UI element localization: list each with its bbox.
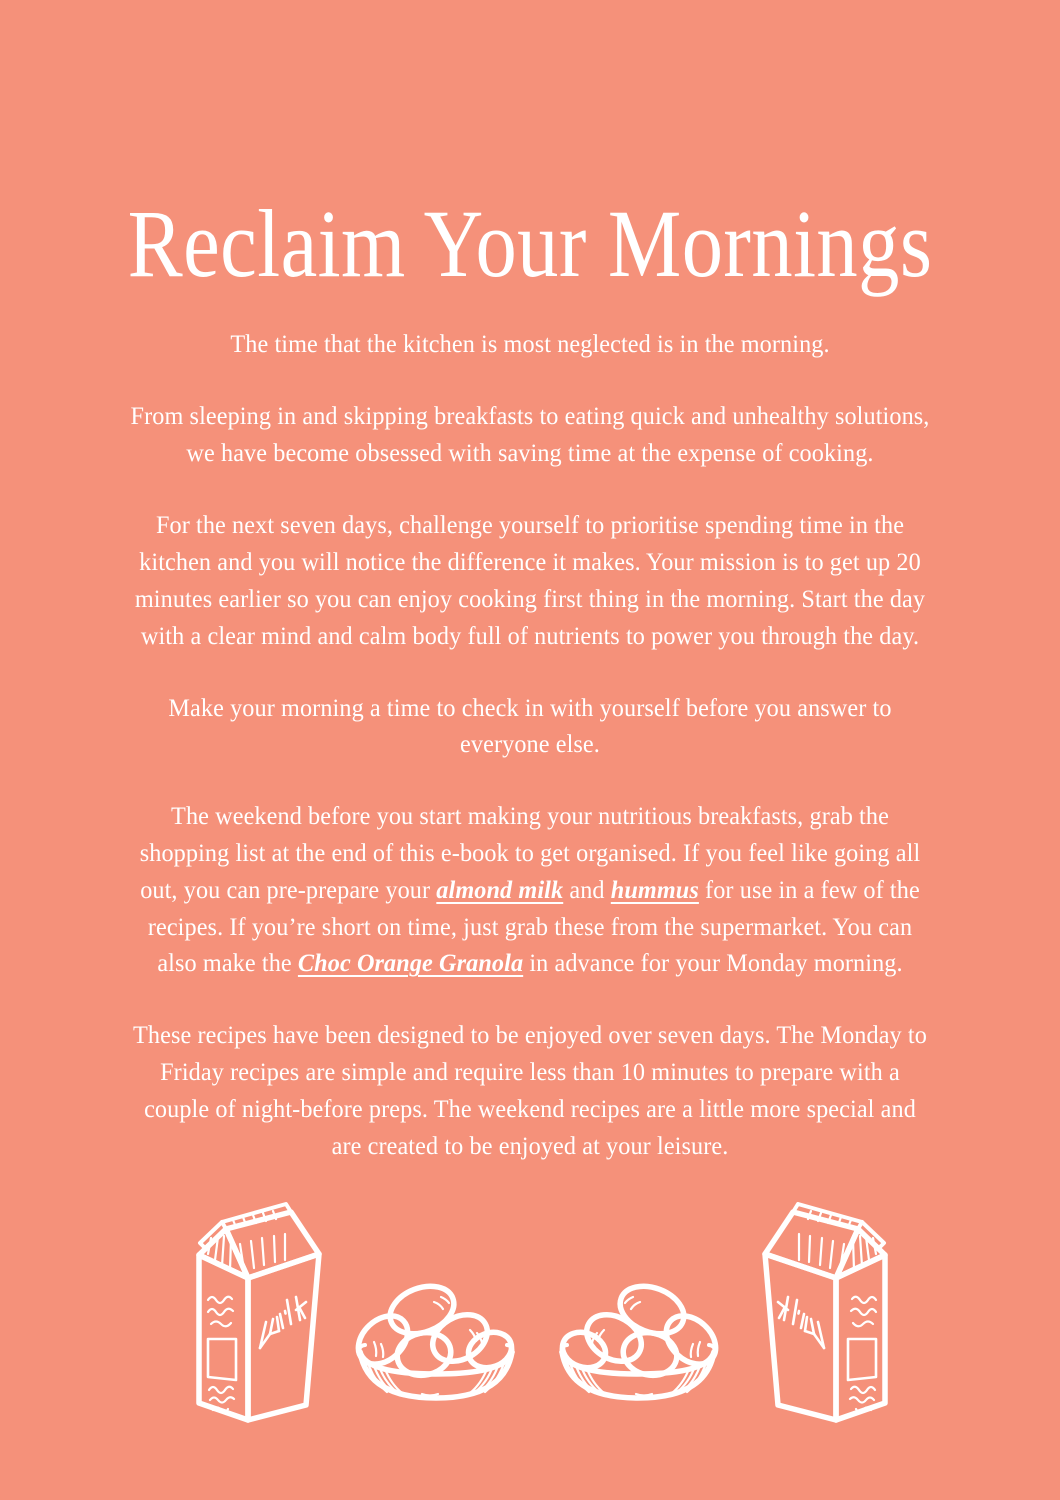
link-choc-orange-granola[interactable]: Choc Orange Granola — [297, 948, 524, 978]
link-hummus[interactable]: hummus — [610, 874, 699, 904]
egg-bowl-illustration-right — [558, 1280, 718, 1410]
paragraph-prep-conjunction: and — [563, 874, 611, 904]
paragraph-problem: From sleeping in and skipping breakfasts to eating quick and unhealthy solutions, we have become obsessed with saving time at the expense of cooking. — [130, 400, 930, 467]
page-title: Reclaim Your Mornings — [127, 190, 933, 298]
carton-milk-lettering — [778, 1297, 824, 1348]
paragraph-prep-lead: The weekend before you start making your nutritious breakfasts, grab the shopping list at the end of this e-book to get organised. If you feel like going all out, you can pre-prepare your — [139, 801, 921, 904]
carton-milk-lettering — [260, 1297, 306, 1348]
body-copy — [106, 326, 954, 1164]
milk-carton-icon — [186, 1198, 356, 1428]
paragraph-check-in: Make your morning a time to check in with yourself before you answer to everyone else. — [168, 692, 892, 759]
paragraph-prep-tail: in advance for your Monday morning. — [523, 948, 903, 978]
milk-carton-illustration-right — [728, 1198, 898, 1428]
paragraph-prep-middle: for use in a few of the recipes. If you’re short on time, just grab these from the supermarket. You can also make the — [147, 874, 920, 978]
paragraph-intro: The time that the kitchen is most neglected is in the morning. — [230, 329, 830, 358]
egg-bowl-icon — [558, 1280, 718, 1410]
milk-carton-icon — [728, 1198, 898, 1428]
egg-bowl-icon — [356, 1280, 516, 1410]
paragraph-challenge: For the next seven days, challenge yourself to prioritise spending time in the kitchen and you will notice the difference it makes. Your mission is to get up 20 minutes earlier so you can enjoy cooking first thing in the morning. Start the day with a clear mind and calm body full of nutrients to power you through the day. — [134, 510, 926, 650]
paragraph-prep — [127, 798, 933, 982]
milk-carton-illustration-left — [186, 1198, 356, 1428]
illustration-row — [0, 1190, 1060, 1450]
link-almond-milk[interactable]: almond milk — [436, 874, 564, 904]
paragraph-schedule: These recipes have been designed to be enjoyed over seven days. The Monday to Friday recipes are simple and require less than 10 minutes to prepare with a couple of night-before preps. The weekend recipes are a little more special and are created to be enjoyed at your leisure. — [133, 1020, 927, 1160]
egg-bowl-illustration-left — [356, 1280, 516, 1410]
